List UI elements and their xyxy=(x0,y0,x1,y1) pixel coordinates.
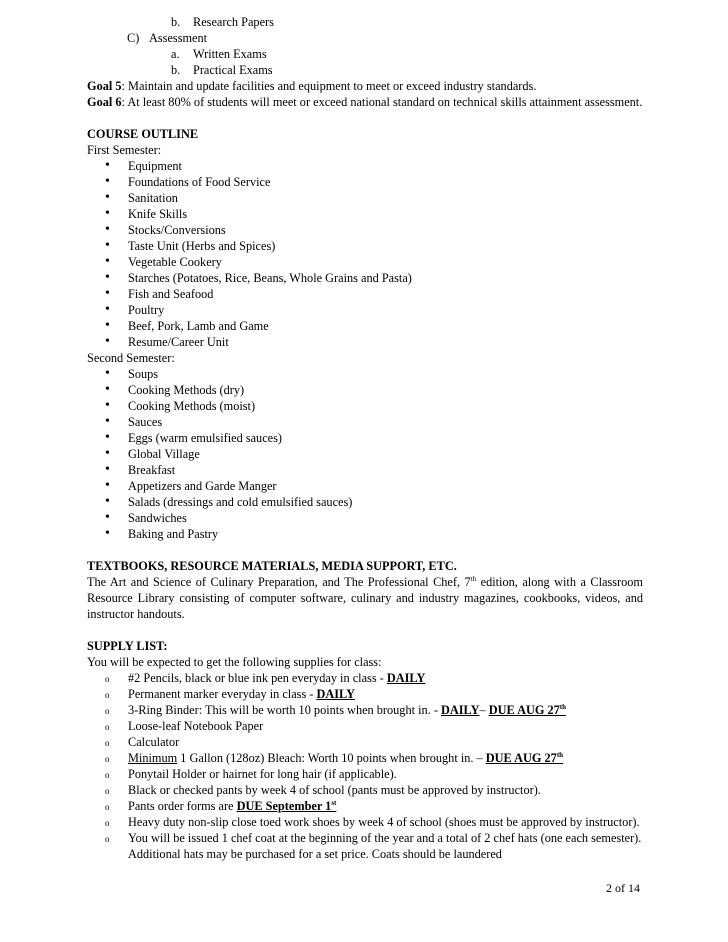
supply-item: o Calculator xyxy=(105,735,180,749)
circle-bullet-icon: o xyxy=(105,818,110,828)
bullet-icon: • xyxy=(105,190,110,205)
supply-item: o You will be issued 1 chef coat at the beginning of the year and a total of 2 chef hats (one each semester). Additional hats may be purchased for a set price. Coats should be laundered xyxy=(105,831,642,861)
outline-item: b. Research Papers xyxy=(171,15,274,29)
bullet-icon: • xyxy=(105,494,110,509)
supply-intro: You will be expected to get the following supplies for class: xyxy=(87,655,382,669)
circle-bullet-icon: o xyxy=(105,690,110,700)
supply-item: o Loose-leaf Notebook Paper xyxy=(105,719,264,733)
textbooks-paragraph: The Art and Science of Culinary Preparation, and The Professional Chef, 7th edition, along with a Classroom Resource Library consisting of computer software, culinary and industry magazines, cookbooks, videos, and instructor handouts. xyxy=(87,575,643,621)
bullet-icon: • xyxy=(105,302,110,317)
bullet-icon: • xyxy=(105,366,110,381)
outline-list-item: • Soups xyxy=(105,366,159,381)
circle-bullet-icon: o xyxy=(105,754,110,764)
bullet-icon: • xyxy=(105,430,110,445)
bullet-icon: • xyxy=(105,414,110,429)
document-page xyxy=(87,14,643,862)
bullet-icon: • xyxy=(105,238,110,253)
first-semester-label: First Semester: xyxy=(87,143,162,157)
page-number: 2 of 14 xyxy=(606,881,640,895)
bullet-icon: • xyxy=(105,478,110,493)
bullet-icon: • xyxy=(105,270,110,285)
outline-list-item: • Eggs (warm emulsified sauces) xyxy=(105,430,283,445)
bullet-icon: • xyxy=(105,526,110,541)
supply-item: o Permanent marker everyday in class - DAILY xyxy=(105,687,355,701)
supply-item: o Black or checked pants by week 4 of school (pants must be approved by instructor). xyxy=(105,783,541,797)
outline-list-item: • Sandwiches xyxy=(105,510,187,525)
outline-list-item: • Foundations of Food Service xyxy=(105,174,271,189)
supply-item: o Ponytail Holder or hairnet for long hair (if applicable). xyxy=(105,767,397,781)
supply-item: o #2 Pencils, black or blue ink pen everyday in class - DAILY xyxy=(105,671,426,685)
bullet-icon: • xyxy=(105,462,110,477)
section-heading-textbooks: TEXTBOOKS, RESOURCE MATERIALS, MEDIA SUPPORT, ETC. xyxy=(87,559,457,573)
supply-item: o 3-Ring Binder: This will be worth 10 points when brought in. - DAILY– DUE AUG 27th xyxy=(105,703,567,717)
first-semester-list xyxy=(87,158,643,350)
outline-list-item: • Equipment xyxy=(105,158,182,173)
circle-bullet-icon: o xyxy=(105,802,110,812)
outline-item: b. Practical Exams xyxy=(171,63,273,77)
second-semester-label: Second Semester: xyxy=(87,351,175,365)
supply-item: o Heavy duty non-slip close toed work shoes by week 4 of school (shoes must be approved by instructor). xyxy=(105,815,640,829)
outline-list-item: • Taste Unit (Herbs and Spices) xyxy=(105,238,276,253)
circle-bullet-icon: o xyxy=(105,834,110,844)
circle-bullet-icon: o xyxy=(105,738,110,748)
supply-item: o Minimum 1 Gallon (128oz) Bleach: Worth 10 points when brought in. – DUE AUG 27th xyxy=(105,751,564,765)
bullet-icon: • xyxy=(105,510,110,525)
outline-list-item: • Resume/Career Unit xyxy=(105,334,229,349)
outline-list-item: • Sanitation xyxy=(105,190,178,205)
outline-list-item: • Salads (dressings and cold emulsified sauces) xyxy=(105,494,353,509)
bullet-icon: • xyxy=(105,206,110,221)
bullet-icon: • xyxy=(105,286,110,301)
bullet-icon: • xyxy=(105,174,110,189)
outline-item: C) Assessment xyxy=(127,31,208,45)
circle-bullet-icon: o xyxy=(105,770,110,780)
bullet-icon: • xyxy=(105,334,110,349)
bullet-icon: • xyxy=(105,254,110,269)
bullet-icon: • xyxy=(105,222,110,237)
outline-list-item: • Vegetable Cookery xyxy=(105,254,222,269)
bullet-icon: • xyxy=(105,158,110,173)
goal-5: Goal 5: Maintain and update facilities and equipment to meet or exceed industry standards. xyxy=(87,79,537,93)
outline-list-item: • Starches (Potatoes, Rice, Beans, Whole Grains and Pasta) xyxy=(105,270,412,285)
circle-bullet-icon: o xyxy=(105,722,110,732)
circle-bullet-icon: o xyxy=(105,706,110,716)
outline-item: a. Written Exams xyxy=(171,47,267,61)
outline-list-item: • Stocks/Conversions xyxy=(105,222,226,237)
outline-list-item: • Global Village xyxy=(105,446,200,461)
outline-list-item: • Cooking Methods (dry) xyxy=(105,382,245,397)
outline-list-item: • Sauces xyxy=(105,414,163,429)
outline-list-item: • Beef, Pork, Lamb and Game xyxy=(105,318,269,333)
outline-list-item: • Cooking Methods (moist) xyxy=(105,398,256,413)
bullet-icon: • xyxy=(105,398,110,413)
bullet-icon: • xyxy=(105,318,110,333)
bullet-icon: • xyxy=(105,446,110,461)
outline-list-item: • Knife Skills xyxy=(105,206,188,221)
outline-list-item: • Baking and Pastry xyxy=(105,526,219,541)
outline-list-item: • Appetizers and Garde Manger xyxy=(105,478,277,493)
circle-bullet-icon: o xyxy=(105,674,110,684)
outline-list-item: • Breakfast xyxy=(105,462,176,477)
section-heading-supply-list: SUPPLY LIST: xyxy=(87,639,168,653)
second-semester-list xyxy=(87,366,643,542)
outline-list-item: • Fish and Seafood xyxy=(105,286,214,301)
circle-bullet-icon: o xyxy=(105,786,110,796)
goal-6: Goal 6: At least 80% of students will meet or exceed national standard on technical skills attainment assessment. xyxy=(87,95,643,109)
supply-item: o Pants order forms are DUE September 1st xyxy=(105,799,337,813)
section-heading-course-outline: COURSE OUTLINE xyxy=(87,127,199,141)
outline-list-item: • Poultry xyxy=(105,302,165,317)
bullet-icon: • xyxy=(105,382,110,397)
